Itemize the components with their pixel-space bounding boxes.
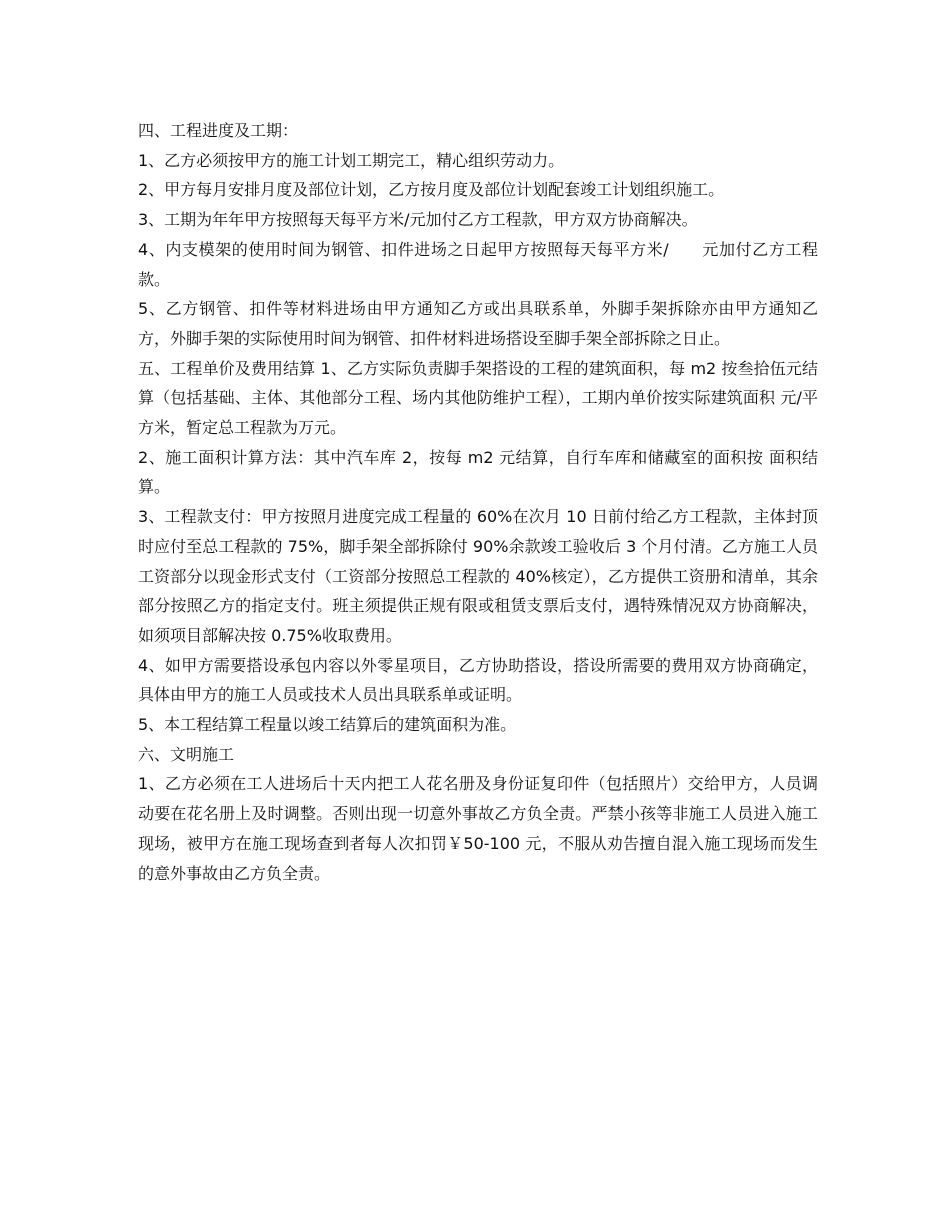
paragraph-progress-5: 5、乙方钢管、扣件等材料进场由甲方通知乙方或出具联系单，外脚手架拆除亦由甲方通知乙方，外脚手架的实际使用时间为钢管、扣件材料进场搭设至脚手架全部拆除之日止。 <box>138 299 818 348</box>
paragraph-civilized-1: 1、乙方必须在工人进场后十天内把工人花名册及身份证复印件（包括照片）交给甲方，人员调动要在花名册上及时调整。否则出现一切意外事故乙方负全责。严禁小孩等非施工人员进入施工现场，被甲方在施工现场查到者每人次扣罚￥50-100 元，不服从劝告擅自混入施工现场而发生的意外事故由乙方负全责。 <box>138 774 818 883</box>
paragraph-settlement-5: 5、本工程结算工程量以竣工结算后的建筑面积为准。 <box>138 715 517 735</box>
section-heading-progress: 四、工程进度及工期： <box>138 121 299 140</box>
section-heading-civilized: 六、文明施工 <box>138 744 235 764</box>
paragraph-progress-3: 3、工期为年年甲方按照每天每平方米/元加付乙方工程款，甲方双方协商解决。 <box>138 210 698 230</box>
paragraph-progress-1: 1、乙方必须按甲方的施工计划工期完工，精心组织劳动力。 <box>138 150 565 170</box>
paragraph-settlement-4: 4、如甲方需要搭设承包内容以外零星项目，乙方协助搭设，搭设所需要的费用双方协商确定，具体由甲方的施工人员或技术人员出具联系单或证明。 <box>138 655 818 705</box>
paragraph-progress-2: 2、甲方每月安排月度及部位计划，乙方按月度及部位计划配套竣工计划组织施工。 <box>138 180 725 200</box>
paragraph-settlement-2: 2、施工面积计算方法：其中汽车库 2，按每 m2 元结算，自行车库和储藏室的面积按 面积结算。 <box>138 447 818 497</box>
paragraph-progress-4: 4、内支模架的使用时间为钢管、扣件进场之日起甲方按照每天每平方米/ 元加付乙方工程款。 <box>138 239 818 289</box>
document-body <box>138 116 818 888</box>
section-heading-settlement: 五、工程单价及费用结算 1、乙方实际负责脚手架搭设的工程的建筑面积，每 m2 按叁拾伍元结算（包括基础、主体、其他部分工程、场内其他防维护工程），工期内单价按实际建筑面积 元/平方米，暂定总工程款为万元。 <box>138 358 818 438</box>
paragraph-settlement-3: 3、工程款支付：甲方按照月进度完成工程量的 60%在次月 10 日前付给乙方工程款，主体封顶时应付至总工程款的 75%，脚手架全部拆除付 90%余款竣工验收后 3 个月付清。乙方施工人员工资部分以现金形式支付（工资部分按照总工程款的 40%核定），乙方提供工资册和清单，其余部分按照乙方的指定支付。班主须提供正规有限或租赁支票后支付，遇特殊情况双方协商解决，如须项目部解决按 0.75%收取费用。 <box>138 507 818 645</box>
